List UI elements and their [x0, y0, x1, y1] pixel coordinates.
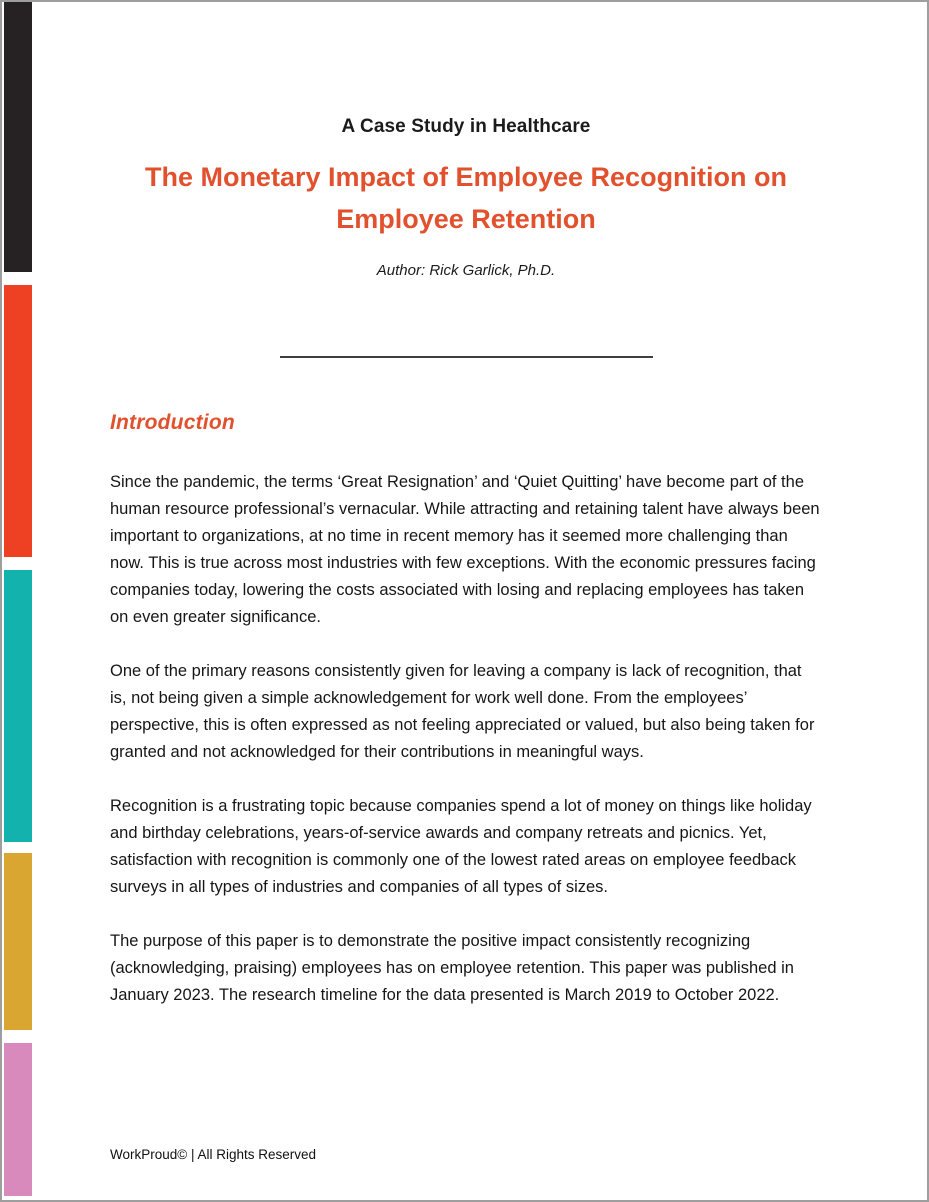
accent-block-black [4, 2, 32, 272]
section-heading-introduction: Introduction [110, 410, 235, 434]
accent-block-gold [4, 853, 32, 1030]
page-title: The Monetary Impact of Employee Recognition on Employee Retention [144, 162, 788, 234]
body-text [110, 469, 822, 1009]
document-subtitle: A Case Study in Healthcare [341, 116, 591, 137]
accent-block-teal [4, 570, 32, 842]
page-content [110, 2, 822, 1009]
horizontal-divider [280, 356, 653, 358]
paragraph-1: Since the pandemic, the terms ‘Great Resignation’ and ‘Quiet Quitting’ have become part of the human resource professional’s vernacular. While attracting and retaining talent have always been important to organizations, at no time in recent memory has it seemed more challenging than now. This is true across most industries with few exceptions. With the economic pressures facing companies today, lowering the costs associated with losing and replacing employees has taken on even greater significance. [110, 472, 820, 626]
paragraph-3: Recognition is a frustrating topic because companies spend a lot of money on things like holiday and birthday celebrations, years-of-service awards and company retreats and picnics. Yet, satisfaction with recognition is commonly one of the lowest rated areas on employee feedback surveys in all types of industries and companies of all types of sizes. [110, 796, 812, 896]
accent-block-red [4, 285, 32, 557]
left-accent-bar [4, 2, 32, 1196]
paragraph-2: One of the primary reasons consistently given for leaving a company is lack of recognition, that is, not being given a simple acknowledgement for work well done. From the employees’ perspective, this is often expressed as not feeling appreciated or valued, but also being taken for granted and not acknowledged for their contributions in meaningful ways. [110, 661, 815, 761]
paragraph-4: The purpose of this paper is to demonstrate the positive impact consistently recognizing (acknowledging, praising) employees has on employee retention. This paper was published in January 2023. The research timeline for the data presented is March 2019 to October 2022. [110, 931, 794, 1004]
footer-copyright: WorkProud© | All Rights Reserved [110, 1147, 317, 1162]
accent-block-pink [4, 1043, 32, 1196]
author-byline: Author: Rick Garlick, Ph.D. [376, 261, 556, 279]
